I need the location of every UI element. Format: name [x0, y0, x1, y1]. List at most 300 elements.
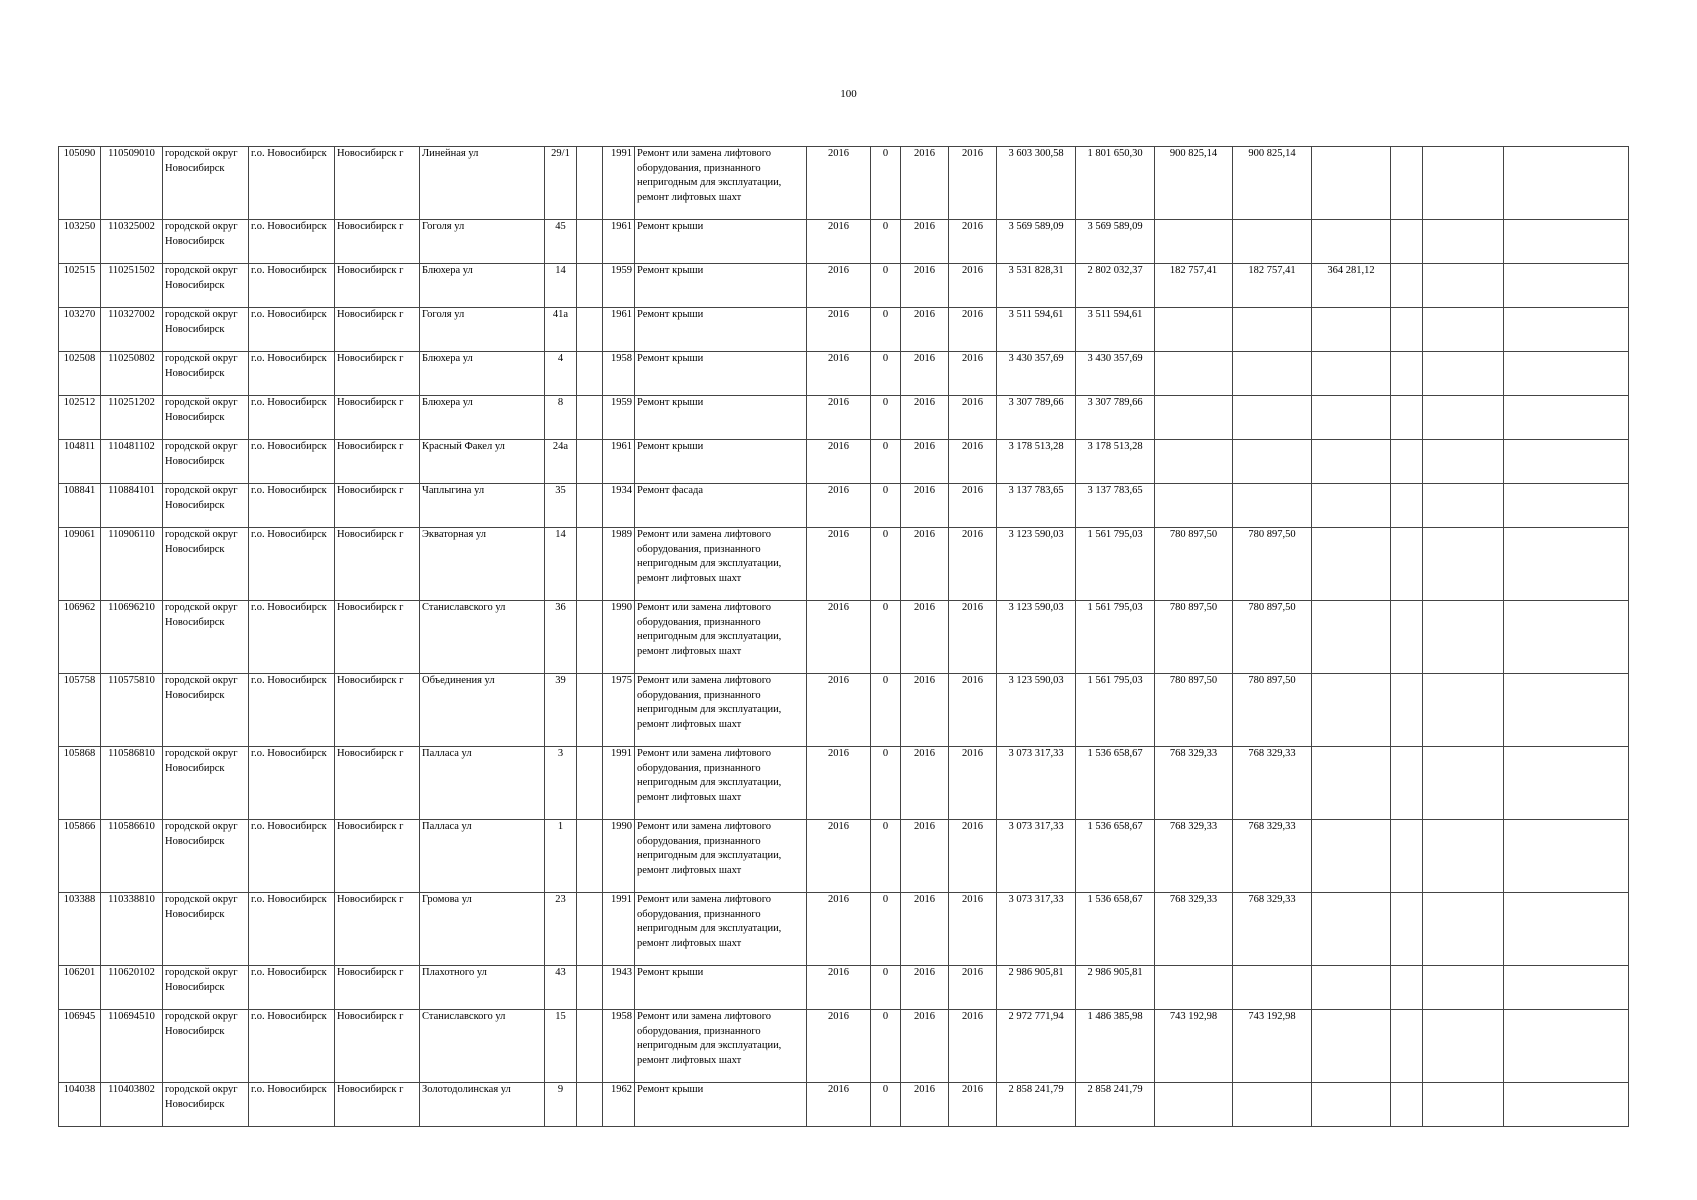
cell-s2: 768 329,33 — [1155, 747, 1233, 820]
cell-s1: 2 986 905,81 — [1076, 966, 1155, 1010]
cell-s2: 768 329,33 — [1155, 820, 1233, 893]
cell-empty — [1391, 1083, 1423, 1127]
cell-s2 — [1155, 440, 1233, 484]
cell-code: 110696210 — [101, 601, 163, 674]
table-row — [59, 484, 1629, 528]
cell-empty — [1423, 308, 1504, 352]
cell-s1: 1 486 385,98 — [1076, 1010, 1155, 1083]
cell-empty — [1504, 747, 1629, 820]
table-row — [59, 528, 1629, 601]
cell-okrug: городской округ Новосибирск — [163, 1083, 249, 1127]
cell-code: 110509010 — [101, 147, 163, 220]
cell-house: 43 — [545, 966, 577, 1010]
cell-city: Новосибирск г — [335, 966, 420, 1010]
cell-house: 8 — [545, 396, 577, 440]
cell-okrug: городской округ Новосибирск — [163, 264, 249, 308]
page-number: 100 — [840, 88, 857, 100]
cell-okrug: городской округ Новосибирск — [163, 1010, 249, 1083]
cell-okrug: городской округ Новосибирск — [163, 601, 249, 674]
cell-y1: 2016 — [807, 396, 871, 440]
cell-s4 — [1312, 1083, 1391, 1127]
cell-y2: 2016 — [901, 352, 949, 396]
cell-work: Ремонт крыши — [635, 352, 807, 396]
cell-total: 3 123 590,03 — [997, 601, 1076, 674]
cell-y1: 2016 — [807, 440, 871, 484]
cell-s3: 768 329,33 — [1233, 820, 1312, 893]
cell-city: Новосибирск г — [335, 601, 420, 674]
cell-year: 1990 — [603, 820, 635, 893]
cell-work: Ремонт крыши — [635, 966, 807, 1010]
cell-city: Новосибирск г — [335, 308, 420, 352]
cell-year: 1975 — [603, 674, 635, 747]
cell-y2: 2016 — [901, 1083, 949, 1127]
cell-code: 110694510 — [101, 1010, 163, 1083]
cell-z: 0 — [871, 1010, 901, 1083]
cell-work: Ремонт крыши — [635, 220, 807, 264]
cell-code: 110251202 — [101, 396, 163, 440]
cell-z: 0 — [871, 308, 901, 352]
cell-s2 — [1155, 220, 1233, 264]
cell-okrug: городской округ Новосибирск — [163, 893, 249, 966]
cell-total: 3 073 317,33 — [997, 747, 1076, 820]
cell-corp — [577, 308, 603, 352]
cell-s1: 2 802 032,37 — [1076, 264, 1155, 308]
cell-id: 106962 — [59, 601, 101, 674]
cell-s2 — [1155, 966, 1233, 1010]
cell-s3 — [1233, 440, 1312, 484]
cell-empty — [1504, 528, 1629, 601]
cell-s3: 182 757,41 — [1233, 264, 1312, 308]
cell-mo: г.о. Новосибирск — [249, 1010, 335, 1083]
cell-y3: 2016 — [949, 1010, 997, 1083]
cell-s2 — [1155, 308, 1233, 352]
cell-house: 41а — [545, 308, 577, 352]
cell-s4 — [1312, 147, 1391, 220]
cell-year: 1962 — [603, 1083, 635, 1127]
cell-empty — [1391, 747, 1423, 820]
cell-corp — [577, 528, 603, 601]
cell-year: 1958 — [603, 352, 635, 396]
cell-corp — [577, 820, 603, 893]
cell-y1: 2016 — [807, 674, 871, 747]
cell-empty — [1504, 352, 1629, 396]
cell-s4 — [1312, 396, 1391, 440]
cell-y2: 2016 — [901, 264, 949, 308]
cell-mo: г.о. Новосибирск — [249, 220, 335, 264]
cell-empty — [1391, 440, 1423, 484]
cell-s2: 900 825,14 — [1155, 147, 1233, 220]
cell-okrug: городской округ Новосибирск — [163, 484, 249, 528]
cell-empty — [1423, 528, 1504, 601]
cell-y3: 2016 — [949, 1083, 997, 1127]
cell-year: 1959 — [603, 264, 635, 308]
cell-mo: г.о. Новосибирск — [249, 308, 335, 352]
cell-z: 0 — [871, 747, 901, 820]
cell-code: 110251502 — [101, 264, 163, 308]
cell-id: 104038 — [59, 1083, 101, 1127]
cell-corp — [577, 1083, 603, 1127]
cell-s3 — [1233, 484, 1312, 528]
cell-s4 — [1312, 220, 1391, 264]
cell-code: 110586810 — [101, 747, 163, 820]
cell-house: 14 — [545, 528, 577, 601]
cell-street: Громова ул — [420, 893, 545, 966]
cell-total: 3 123 590,03 — [997, 528, 1076, 601]
cell-empty — [1391, 674, 1423, 747]
cell-empty — [1504, 1083, 1629, 1127]
cell-street: Блюхера ул — [420, 264, 545, 308]
cell-id: 109061 — [59, 528, 101, 601]
cell-z: 0 — [871, 440, 901, 484]
cell-corp — [577, 147, 603, 220]
cell-id: 103388 — [59, 893, 101, 966]
cell-y2: 2016 — [901, 820, 949, 893]
cell-okrug: городской округ Новосибирск — [163, 966, 249, 1010]
table-row — [59, 352, 1629, 396]
cell-year: 1990 — [603, 601, 635, 674]
cell-street: Блюхера ул — [420, 352, 545, 396]
cell-y1: 2016 — [807, 747, 871, 820]
cell-mo: г.о. Новосибирск — [249, 352, 335, 396]
cell-y1: 2016 — [807, 147, 871, 220]
cell-y2: 2016 — [901, 966, 949, 1010]
cell-id: 104811 — [59, 440, 101, 484]
cell-z: 0 — [871, 674, 901, 747]
cell-empty — [1504, 396, 1629, 440]
cell-year: 1934 — [603, 484, 635, 528]
cell-s3 — [1233, 220, 1312, 264]
cell-city: Новосибирск г — [335, 264, 420, 308]
cell-empty — [1391, 220, 1423, 264]
cell-y3: 2016 — [949, 264, 997, 308]
cell-s3: 768 329,33 — [1233, 747, 1312, 820]
cell-empty — [1423, 893, 1504, 966]
cell-city: Новосибирск г — [335, 440, 420, 484]
cell-empty — [1391, 893, 1423, 966]
cell-city: Новосибирск г — [335, 484, 420, 528]
table-row — [59, 747, 1629, 820]
cell-s1: 1 801 650,30 — [1076, 147, 1155, 220]
cell-code: 110884101 — [101, 484, 163, 528]
cell-house: 29/1 — [545, 147, 577, 220]
cell-y3: 2016 — [949, 220, 997, 264]
cell-z: 0 — [871, 352, 901, 396]
cell-y2: 2016 — [901, 674, 949, 747]
cell-empty — [1391, 352, 1423, 396]
cell-empty — [1423, 440, 1504, 484]
cell-y3: 2016 — [949, 893, 997, 966]
cell-id: 108841 — [59, 484, 101, 528]
cell-total: 2 986 905,81 — [997, 966, 1076, 1010]
cell-street: Золотодолинская ул — [420, 1083, 545, 1127]
cell-s2: 743 192,98 — [1155, 1010, 1233, 1083]
cell-mo: г.о. Новосибирск — [249, 396, 335, 440]
cell-y3: 2016 — [949, 747, 997, 820]
cell-empty — [1391, 484, 1423, 528]
cell-city: Новосибирск г — [335, 674, 420, 747]
cell-z: 0 — [871, 147, 901, 220]
cell-z: 0 — [871, 484, 901, 528]
cell-okrug: городской округ Новосибирск — [163, 820, 249, 893]
cell-y1: 2016 — [807, 1083, 871, 1127]
cell-y3: 2016 — [949, 820, 997, 893]
cell-id: 103250 — [59, 220, 101, 264]
cell-house: 15 — [545, 1010, 577, 1083]
cell-id: 102515 — [59, 264, 101, 308]
cell-mo: г.о. Новосибирск — [249, 601, 335, 674]
cell-okrug: городской округ Новосибирск — [163, 352, 249, 396]
cell-s1: 1 536 658,67 — [1076, 893, 1155, 966]
cell-y1: 2016 — [807, 308, 871, 352]
cell-s1: 1 561 795,03 — [1076, 674, 1155, 747]
cell-code: 110327002 — [101, 308, 163, 352]
cell-empty — [1423, 601, 1504, 674]
cell-s2 — [1155, 1083, 1233, 1127]
table-row — [59, 308, 1629, 352]
cell-year: 1991 — [603, 893, 635, 966]
cell-s2: 182 757,41 — [1155, 264, 1233, 308]
cell-year: 1961 — [603, 308, 635, 352]
cell-y1: 2016 — [807, 484, 871, 528]
cell-s1: 2 858 241,79 — [1076, 1083, 1155, 1127]
cell-y3: 2016 — [949, 484, 997, 528]
cell-empty — [1504, 893, 1629, 966]
cell-city: Новосибирск г — [335, 352, 420, 396]
cell-work: Ремонт или замена лифтового оборудования, признанного непригодным для эксплуатации, ремонт лифтовых шахт — [635, 820, 807, 893]
cell-y1: 2016 — [807, 966, 871, 1010]
cell-total: 3 307 789,66 — [997, 396, 1076, 440]
cell-empty — [1391, 1010, 1423, 1083]
cell-z: 0 — [871, 820, 901, 893]
cell-s1: 1 536 658,67 — [1076, 820, 1155, 893]
cell-mo: г.о. Новосибирск — [249, 820, 335, 893]
cell-z: 0 — [871, 396, 901, 440]
cell-okrug: городской округ Новосибирск — [163, 220, 249, 264]
cell-total: 3 430 357,69 — [997, 352, 1076, 396]
table-body — [59, 147, 1629, 1127]
cell-id: 105868 — [59, 747, 101, 820]
cell-work: Ремонт крыши — [635, 308, 807, 352]
cell-empty — [1504, 966, 1629, 1010]
cell-year: 1959 — [603, 396, 635, 440]
cell-empty — [1504, 601, 1629, 674]
cell-total: 3 603 300,58 — [997, 147, 1076, 220]
cell-empty — [1423, 820, 1504, 893]
cell-id: 105758 — [59, 674, 101, 747]
cell-s2: 780 897,50 — [1155, 601, 1233, 674]
cell-id: 103270 — [59, 308, 101, 352]
cell-work: Ремонт крыши — [635, 440, 807, 484]
cell-code: 110575810 — [101, 674, 163, 747]
cell-empty — [1391, 820, 1423, 893]
cell-empty — [1504, 484, 1629, 528]
cell-code: 110586610 — [101, 820, 163, 893]
cell-okrug: городской округ Новосибирск — [163, 147, 249, 220]
cell-z: 0 — [871, 264, 901, 308]
cell-s2: 780 897,50 — [1155, 674, 1233, 747]
cell-corp — [577, 352, 603, 396]
cell-empty — [1423, 747, 1504, 820]
cell-empty — [1423, 1010, 1504, 1083]
cell-street: Объединения ул — [420, 674, 545, 747]
cell-y2: 2016 — [901, 747, 949, 820]
cell-total: 2 972 771,94 — [997, 1010, 1076, 1083]
cell-okrug: городской округ Новосибирск — [163, 528, 249, 601]
cell-street: Экваторная ул — [420, 528, 545, 601]
cell-y2: 2016 — [901, 601, 949, 674]
cell-y1: 2016 — [807, 820, 871, 893]
cell-y3: 2016 — [949, 674, 997, 747]
cell-y3: 2016 — [949, 308, 997, 352]
cell-mo: г.о. Новосибирск — [249, 440, 335, 484]
table-row — [59, 1083, 1629, 1127]
cell-s4 — [1312, 528, 1391, 601]
table-row — [59, 820, 1629, 893]
cell-okrug: городской округ Новосибирск — [163, 440, 249, 484]
cell-s4 — [1312, 308, 1391, 352]
cell-house: 4 — [545, 352, 577, 396]
cell-mo: г.о. Новосибирск — [249, 674, 335, 747]
table-row — [59, 966, 1629, 1010]
cell-empty — [1391, 528, 1423, 601]
cell-house: 14 — [545, 264, 577, 308]
cell-street: Линейная ул — [420, 147, 545, 220]
cell-empty — [1423, 484, 1504, 528]
cell-s4 — [1312, 352, 1391, 396]
cell-s3 — [1233, 1083, 1312, 1127]
cell-house: 35 — [545, 484, 577, 528]
cell-house: 39 — [545, 674, 577, 747]
cell-s4 — [1312, 484, 1391, 528]
cell-corp — [577, 747, 603, 820]
cell-s2 — [1155, 352, 1233, 396]
cell-corp — [577, 601, 603, 674]
cell-empty — [1423, 966, 1504, 1010]
cell-s3 — [1233, 396, 1312, 440]
cell-mo: г.о. Новосибирск — [249, 484, 335, 528]
cell-code: 110325002 — [101, 220, 163, 264]
cell-empty — [1423, 147, 1504, 220]
cell-s1: 1 561 795,03 — [1076, 601, 1155, 674]
table-row — [59, 601, 1629, 674]
cell-code: 110481102 — [101, 440, 163, 484]
cell-year: 1991 — [603, 747, 635, 820]
cell-s4 — [1312, 820, 1391, 893]
cell-year: 1958 — [603, 1010, 635, 1083]
cell-s3: 768 329,33 — [1233, 893, 1312, 966]
cell-empty — [1391, 308, 1423, 352]
cell-code: 110403802 — [101, 1083, 163, 1127]
cell-total: 3 531 828,31 — [997, 264, 1076, 308]
cell-street: Гоголя ул — [420, 220, 545, 264]
cell-corp — [577, 1010, 603, 1083]
cell-year: 1961 — [603, 440, 635, 484]
cell-y2: 2016 — [901, 484, 949, 528]
cell-empty — [1423, 220, 1504, 264]
cell-city: Новосибирск г — [335, 747, 420, 820]
cell-corp — [577, 674, 603, 747]
cell-z: 0 — [871, 220, 901, 264]
table-row — [59, 893, 1629, 966]
cell-s1: 3 137 783,65 — [1076, 484, 1155, 528]
cell-mo: г.о. Новосибирск — [249, 528, 335, 601]
cell-empty — [1504, 264, 1629, 308]
cell-street: Гоголя ул — [420, 308, 545, 352]
cell-total: 3 073 317,33 — [997, 893, 1076, 966]
cell-id: 105090 — [59, 147, 101, 220]
cell-street: Станиславского ул — [420, 601, 545, 674]
cell-y2: 2016 — [901, 528, 949, 601]
cell-s1: 3 430 357,69 — [1076, 352, 1155, 396]
cell-s3: 780 897,50 — [1233, 674, 1312, 747]
cell-s4 — [1312, 440, 1391, 484]
cell-s3 — [1233, 308, 1312, 352]
cell-code: 110906110 — [101, 528, 163, 601]
cell-y1: 2016 — [807, 528, 871, 601]
cell-y3: 2016 — [949, 147, 997, 220]
cell-z: 0 — [871, 601, 901, 674]
cell-work: Ремонт крыши — [635, 1083, 807, 1127]
table-row — [59, 440, 1629, 484]
cell-empty — [1391, 147, 1423, 220]
cell-z: 0 — [871, 966, 901, 1010]
cell-s1: 3 178 513,28 — [1076, 440, 1155, 484]
cell-s1: 1 561 795,03 — [1076, 528, 1155, 601]
cell-code: 110338810 — [101, 893, 163, 966]
cell-id: 106201 — [59, 966, 101, 1010]
cell-empty — [1504, 220, 1629, 264]
cell-house: 3 — [545, 747, 577, 820]
cell-y3: 2016 — [949, 440, 997, 484]
table-row — [59, 147, 1629, 220]
cell-y2: 2016 — [901, 396, 949, 440]
cell-city: Новосибирск г — [335, 893, 420, 966]
cell-okrug: городской округ Новосибирск — [163, 674, 249, 747]
cell-y2: 2016 — [901, 1010, 949, 1083]
cell-house: 36 — [545, 601, 577, 674]
cell-work: Ремонт или замена лифтового оборудования, признанного непригодным для эксплуатации, ремонт лифтовых шахт — [635, 147, 807, 220]
cell-s3: 780 897,50 — [1233, 601, 1312, 674]
cell-s2: 780 897,50 — [1155, 528, 1233, 601]
cell-work: Ремонт или замена лифтового оборудования, признанного непригодным для эксплуатации, ремонт лифтовых шахт — [635, 893, 807, 966]
cell-house: 9 — [545, 1083, 577, 1127]
cell-y1: 2016 — [807, 893, 871, 966]
cell-y1: 2016 — [807, 220, 871, 264]
cell-empty — [1391, 396, 1423, 440]
cell-total: 3 137 783,65 — [997, 484, 1076, 528]
cell-s3: 900 825,14 — [1233, 147, 1312, 220]
cell-mo: г.о. Новосибирск — [249, 1083, 335, 1127]
cell-okrug: городской округ Новосибирск — [163, 396, 249, 440]
cell-year: 1943 — [603, 966, 635, 1010]
cell-corp — [577, 440, 603, 484]
cell-y2: 2016 — [901, 440, 949, 484]
cell-street: Палласа ул — [420, 747, 545, 820]
cell-corp — [577, 220, 603, 264]
cell-total: 3 123 590,03 — [997, 674, 1076, 747]
cell-y2: 2016 — [901, 147, 949, 220]
cell-empty — [1504, 1010, 1629, 1083]
cell-corp — [577, 264, 603, 308]
cell-s3: 780 897,50 — [1233, 528, 1312, 601]
cell-house: 23 — [545, 893, 577, 966]
cell-total: 3 073 317,33 — [997, 820, 1076, 893]
cell-code: 110620102 — [101, 966, 163, 1010]
cell-mo: г.о. Новосибирск — [249, 264, 335, 308]
cell-y2: 2016 — [901, 893, 949, 966]
cell-z: 0 — [871, 528, 901, 601]
cell-s3: 743 192,98 — [1233, 1010, 1312, 1083]
